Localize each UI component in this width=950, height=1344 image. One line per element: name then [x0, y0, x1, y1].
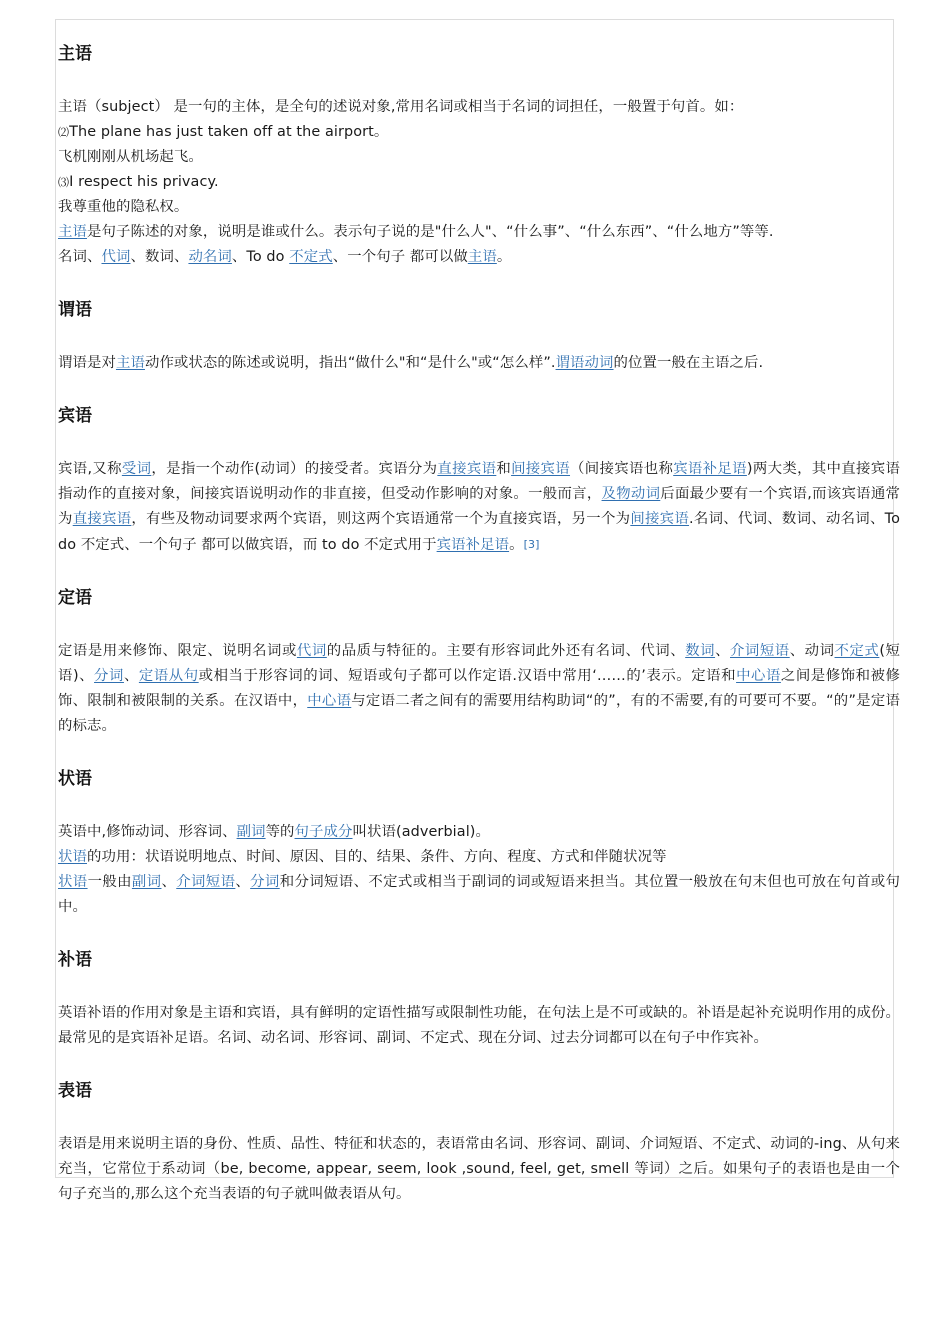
- object-paragraph: [58, 457, 900, 558]
- spacer: [58, 739, 900, 763]
- text-span: 的位置一般在主语之后.: [613, 355, 764, 371]
- text-span: 后面最少要有一个宾语,而该宾语通常为: [58, 486, 901, 527]
- text-span: 是句子陈述的对象，说明是谁或什么。表示句子说的是"什么人"、“什么事”、“什么东西”、“什么地方”等等.: [86, 224, 774, 240]
- link-pronoun[interactable]: 代词: [296, 643, 327, 659]
- text-span: 和分词短语、不定式或相当于副词的词或短语来担当。其位置一般放在句末但也可放在句首或句中。: [58, 874, 901, 915]
- text-span: 英语中,修饰动词、形容词、: [58, 824, 237, 840]
- reference-marker[interactable]: [3]: [523, 538, 540, 551]
- section-heading-attribute: 定语: [58, 588, 92, 608]
- link-pronoun[interactable]: 代词: [101, 249, 131, 265]
- link-predicate-verb[interactable]: 谓语动词: [555, 355, 614, 371]
- section-heading-predicate: 谓语: [58, 300, 92, 320]
- spacer: [58, 1108, 900, 1132]
- example-number: ⑶: [58, 176, 70, 189]
- spacer: [58, 270, 900, 294]
- text-span: 叫状语(adverbial)。: [352, 824, 490, 840]
- complement-paragraph: 英语补语的作用对象是主语和宾语，具有鲜明的定语性描写或限制性功能，在句法上是不可或缺的。补语是起补充说明作用的成份。最常见的是宾语补足语。名词、动名词、形容词、副词、不定式、现在分词、过去分词都可以在句子中作宾补。: [58, 1005, 900, 1046]
- text-span: )两大类，其中直接宾语指动作的直接对象，间接宾语说明动作的非直接，但受动作影响的对象。一般而言，: [58, 461, 900, 502]
- text-span: （间接宾语也称: [570, 461, 674, 477]
- link-indirect-object[interactable]: 间接宾语: [511, 461, 571, 477]
- link-adverbial[interactable]: 状语: [58, 874, 88, 890]
- link-direct-object[interactable]: 直接宾语: [437, 461, 497, 477]
- document-body: [58, 38, 900, 1207]
- text-span: 。: [496, 249, 512, 265]
- text-span: 、一个句子 都可以做: [332, 249, 468, 265]
- text-span: 和: [496, 461, 512, 477]
- subject-parts: [58, 245, 900, 270]
- text-span: 名词、: [58, 249, 102, 265]
- link-receiver[interactable]: 受词: [121, 461, 152, 477]
- text-span: 、: [235, 874, 251, 890]
- section-heading-adverbial: 状语: [58, 769, 92, 789]
- link-adverbial[interactable]: 状语: [58, 849, 87, 865]
- text-span: 。: [509, 537, 524, 553]
- text-span: 一般由: [87, 874, 132, 890]
- link-infinitive[interactable]: 不定式: [834, 643, 880, 659]
- adverbial-definition: [58, 820, 900, 845]
- text-span: 谓语是对: [58, 355, 116, 371]
- link-head-word[interactable]: 中心语: [736, 668, 781, 684]
- text-span: 之间是修饰和被修饰、限制和被限制的关系。在汉语中，: [58, 668, 900, 709]
- text-span: 、: [123, 668, 139, 684]
- example-3-translation: 我尊重他的隐私权。: [58, 199, 189, 215]
- text-span: .名词、代词、数词、动名词、To do 不定式、一个句子 都可以做宾语，而 to do 不定式用于: [58, 511, 901, 553]
- section-heading-object: 宾语: [58, 406, 92, 426]
- link-prepositional-phrase[interactable]: 介词短语: [176, 874, 236, 890]
- spacer: [58, 327, 900, 351]
- link-numeral[interactable]: 数词: [685, 643, 716, 659]
- link-direct-object[interactable]: 直接宾语: [72, 511, 132, 527]
- text-span: 等的: [265, 824, 295, 840]
- text-span: 或相当于形容词的词、短语或句子都可以作定语.汉语中常用‘……的’表示。定语和: [198, 668, 737, 684]
- spacer: [58, 71, 900, 95]
- section-heading-predicative: 表语: [58, 1081, 92, 1101]
- predicate-paragraph: [58, 351, 900, 376]
- link-sentence-component[interactable]: 句子成分: [294, 824, 353, 840]
- example-3: [58, 170, 900, 195]
- link-infinitive[interactable]: 不定式: [289, 249, 333, 265]
- spacer: [58, 615, 900, 639]
- text-span: 、: [715, 643, 730, 659]
- spacer: [58, 1051, 900, 1075]
- link-object-complement[interactable]: 宾语补足语: [436, 537, 510, 553]
- link-gerund[interactable]: 动名词: [188, 249, 232, 265]
- link-participle[interactable]: 分词: [94, 668, 124, 684]
- link-head-word[interactable]: 中心语: [307, 693, 352, 709]
- link-subject[interactable]: 主语: [467, 249, 497, 265]
- text-span: 动作或状态的陈述或说明，指出“做什么"和“是什么"或“怎么样”.: [144, 355, 556, 371]
- link-subject[interactable]: 主语: [58, 224, 87, 240]
- spacer: [58, 920, 900, 944]
- text-span: 宾语,又称: [58, 461, 122, 477]
- text-span: (短语)、: [58, 643, 901, 684]
- text-span: ，有些及物动词要求两个宾语，则这两个宾语通常一个为直接宾语，另一个为: [131, 511, 631, 527]
- spacer: [58, 376, 900, 400]
- text-span: 定语是用来修饰、限定、说明名词或: [58, 643, 297, 659]
- spacer: [58, 796, 900, 820]
- example-text: The plane has just taken off at the airport。: [69, 124, 389, 140]
- text-span: 的品质与特征的。主要有形容词此外还有名词、代词、: [326, 643, 686, 659]
- link-adverb[interactable]: 副词: [236, 824, 266, 840]
- subject-explanation: [58, 220, 900, 245]
- adverbial-function: [58, 845, 900, 870]
- spacer: [58, 433, 900, 457]
- text-span: ，是指一个动作(动词）的接受者。宾语分为: [151, 461, 438, 477]
- spacer: [58, 977, 900, 1001]
- section-heading-subject: 主语: [58, 44, 92, 64]
- text-span: 、: [161, 874, 177, 890]
- text-span: 、To do: [231, 249, 290, 265]
- adverbial-forms: [58, 870, 900, 920]
- example-text: I respect his privacy.: [69, 174, 219, 190]
- subject-definition: 主语（subject） 是一句的主体，是全句的述说对象,常用名词或相当于名词的词担任，一般置于句首。如：: [58, 99, 744, 115]
- text-span: 与定语二者之间有的需要用结构助词“的”，有的不需要,有的可要可不要。“的”是定语的标志。: [58, 693, 900, 734]
- link-prepositional-phrase[interactable]: 介词短语: [730, 643, 790, 659]
- section-heading-complement: 补语: [58, 950, 92, 970]
- text-span: 的功用：状语说明地点、时间、原因、目的、结果、条件、方向、程度、方式和伴随状况等: [86, 849, 667, 865]
- link-object-complement[interactable]: 宾语补足语: [673, 461, 747, 477]
- predicative-paragraph: 表语是用来说明主语的身份、性质、品性、特征和状态的，表语常由名词、形容词、副词、介词短语、不定式、动词的-ing、从句来充当，它常位于系动词（be, become, appear, seem, look ,sound, feel, get, smell 等词）之后。如果句子的表语也是由一个句子充当的,那么这个充当表语的句子就叫做表语从句。: [58, 1136, 900, 1202]
- text-span: 、数词、: [130, 249, 189, 265]
- link-indirect-object[interactable]: 间接宾语: [630, 511, 690, 527]
- example-2: [58, 120, 900, 145]
- link-participle[interactable]: 分词: [250, 874, 280, 890]
- attribute-paragraph: [58, 639, 900, 739]
- text-span: 、动词: [789, 643, 835, 659]
- example-number: ⑵: [58, 126, 70, 139]
- link-attributive-clause[interactable]: 定语从句: [138, 668, 199, 684]
- spacer: [58, 558, 900, 582]
- example-2-translation: 飞机刚刚从机场起飞。: [58, 149, 203, 165]
- link-adverb[interactable]: 副词: [131, 874, 162, 890]
- link-subject[interactable]: 主语: [115, 355, 145, 371]
- link-transitive-verb[interactable]: 及物动词: [601, 486, 661, 502]
